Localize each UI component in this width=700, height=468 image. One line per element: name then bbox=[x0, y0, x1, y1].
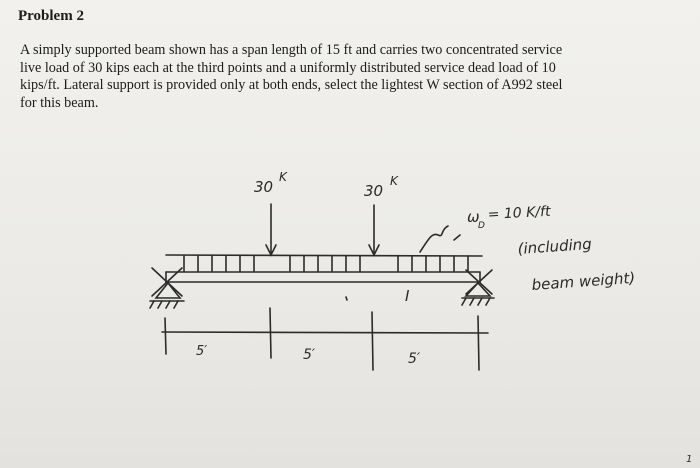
point-load-2-unit: K bbox=[390, 174, 398, 188]
point-load-arrow-2 bbox=[369, 205, 379, 255]
distributed-load-top-line bbox=[166, 255, 482, 256]
load-note-line-2: beam weight) bbox=[531, 268, 636, 294]
problem-line: kips/ft. Lateral support is provided only at both ends, select the lightest W section of A992 steel bbox=[20, 77, 563, 93]
span-dimension-3: 5′ bbox=[408, 351, 421, 367]
load-note-line-1: (including bbox=[517, 234, 593, 258]
point-load-arrow-1 bbox=[266, 204, 276, 255]
distributed-load-value: = 10 K/ft bbox=[487, 203, 551, 223]
right-roller-support bbox=[462, 270, 494, 305]
point-load-2-value: 30 bbox=[364, 182, 384, 200]
point-load-1-value: 30 bbox=[254, 178, 274, 196]
problem-line: A simply supported beam shown has a span length of 15 ft and carries two concentrated service bbox=[20, 42, 563, 58]
problem-title: Problem 2 bbox=[18, 8, 84, 24]
load-leader-tick bbox=[454, 235, 460, 240]
page-corner-mark: 1 bbox=[686, 454, 693, 465]
section-symbol: I bbox=[405, 287, 410, 305]
distributed-load-ticks bbox=[184, 256, 468, 271]
dimension-tick-2 bbox=[372, 312, 373, 370]
distributed-load-symbol: ω bbox=[467, 208, 480, 226]
span-dimension-1: 5′ bbox=[196, 344, 208, 359]
problem-line: live load of 30 kips each at the third points and a uniformly distributed service dead load of 10 bbox=[20, 59, 556, 76]
point-load-1-unit: K bbox=[279, 170, 287, 184]
dimension-tick-3 bbox=[478, 316, 479, 370]
problem-line: for this beam. bbox=[20, 94, 99, 111]
dimension-line bbox=[162, 332, 488, 333]
left-pin-support bbox=[150, 268, 184, 308]
dimension-tick-1 bbox=[270, 308, 271, 358]
distributed-load-subscript: D bbox=[478, 221, 485, 231]
section-mark-dot bbox=[346, 297, 347, 300]
load-leader-squiggle bbox=[420, 226, 448, 252]
dimension-tick-0 bbox=[165, 318, 166, 354]
span-dimension-2: 5′ bbox=[303, 347, 316, 363]
